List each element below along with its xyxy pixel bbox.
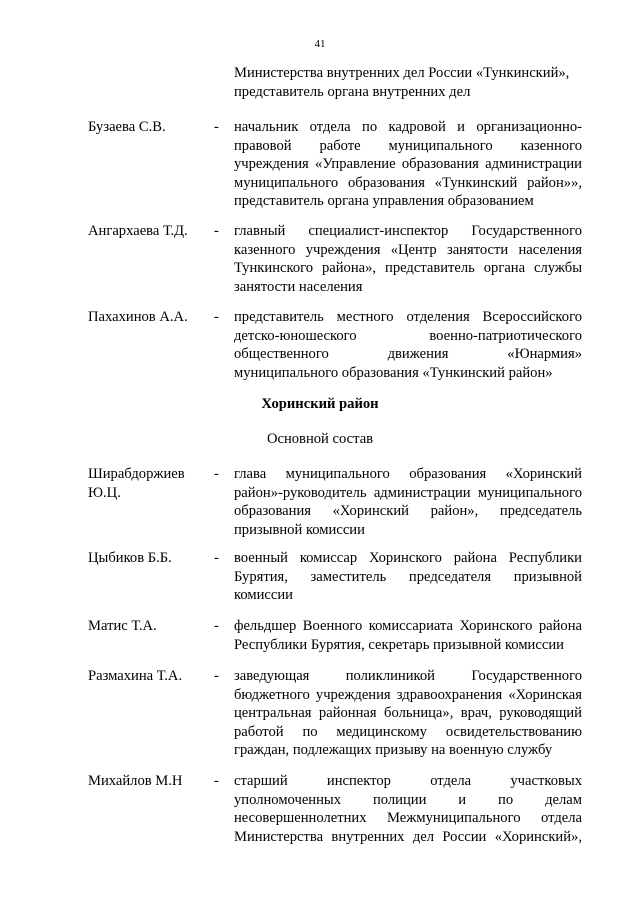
description-line: муниципального образования «Тункинский район»: [234, 364, 553, 381]
description-line: район»-руководитель администрации муниципального: [234, 484, 582, 501]
member-name: Бузаева С.В.: [88, 119, 166, 135]
description-line: образования «Хоринский район», председатель: [234, 503, 582, 519]
description-line: правовой работе муниципального казенного: [234, 137, 582, 154]
description-line: заведующая поликлиникой Государственного: [234, 668, 582, 684]
description-line: глава муниципального образования «Хоринский: [234, 466, 582, 482]
description-line: уполномоченных полиции и по делам: [234, 791, 582, 808]
member-dash: -: [214, 550, 219, 566]
description-line: Министерства внутренних дел России «Хоринский»,: [234, 828, 582, 845]
member-name: Цыбиков Б.Б.: [88, 550, 172, 566]
member-name: Размахина Т.А.: [88, 668, 183, 684]
member-description: [234, 222, 582, 296]
continuation-line: представитель органа внутренних дел: [234, 83, 471, 100]
description-line: представитель местного отделения Всероссийского: [234, 309, 582, 325]
member-dash: -: [214, 668, 219, 684]
member-description: [234, 772, 582, 846]
member-dash: -: [214, 466, 219, 482]
description-line: занятости населения: [234, 278, 363, 295]
member-name: Пахахинов А.А.: [88, 309, 188, 325]
member-dash: -: [214, 119, 219, 135]
member-description: [234, 118, 582, 211]
description-line: фельдшер Военного комиссариата Хоринского района: [234, 618, 582, 634]
description-line: представитель органа управления образованием: [234, 193, 534, 209]
description-line: работой по медицинскому освидетельствованию: [234, 723, 582, 740]
member-dash: -: [214, 618, 219, 634]
description-line: несовершеннолетних Межмуниципального отдела: [234, 810, 582, 826]
member-name: Михайлов М.Н: [88, 773, 183, 789]
description-line: главный специалист-инспектор Государственного: [234, 223, 582, 239]
member-dash: -: [214, 309, 219, 325]
member-description: [234, 667, 582, 760]
composition-subheading: Основной состав: [266, 431, 374, 447]
description-line: бюджетного учреждения здравоохранения «Хоринская: [234, 686, 582, 703]
description-line: Республики Бурятия, секретарь призывной комиссии: [234, 636, 564, 653]
continuation-line: Министерства внутренних дел России «Тункинский»,: [234, 65, 570, 81]
member-dash: -: [214, 223, 219, 239]
description-line: начальник отдела по кадровой и организационно-: [234, 119, 582, 135]
description-line: Тункинского района», представитель органа службы: [234, 260, 582, 276]
description-line: Бурятия, заместитель председателя призывной: [234, 568, 582, 585]
member-description: [234, 465, 582, 539]
page-number: 41: [314, 38, 326, 50]
district-heading: Хоринский район: [261, 396, 379, 412]
description-line: старший инспектор отдела участковых: [234, 773, 582, 789]
description-line: казенного учреждения «Центр занятости населения: [234, 241, 582, 258]
member-description: [234, 549, 582, 605]
description-line: граждан, подлежащих призыву на военную службу: [234, 742, 553, 758]
description-line: призывной комиссии: [234, 521, 365, 538]
member-dash: -: [214, 773, 219, 789]
description-line: комиссии: [234, 587, 293, 603]
continuation-text: [234, 64, 582, 101]
member-name: Ширабдоржиев Ю.Ц.: [88, 466, 185, 501]
member-name: Матис Т.А.: [88, 618, 157, 634]
member-description: [234, 308, 582, 382]
description-line: общественного движения «Юнармия»: [234, 346, 582, 362]
member-name: Ангархаева Т.Д.: [88, 223, 188, 239]
description-line: военный комиссар Хоринского района Республики: [234, 550, 582, 566]
member-description: [234, 617, 582, 654]
description-line: учреждения «Управление образования администрации: [234, 156, 582, 172]
description-line: центральная районная больница», врач, руководящий: [234, 705, 582, 721]
description-line: муниципального образования «Тункинский район»»,: [234, 174, 582, 191]
description-line: детско-юношеского военно-патриотического: [234, 327, 582, 344]
